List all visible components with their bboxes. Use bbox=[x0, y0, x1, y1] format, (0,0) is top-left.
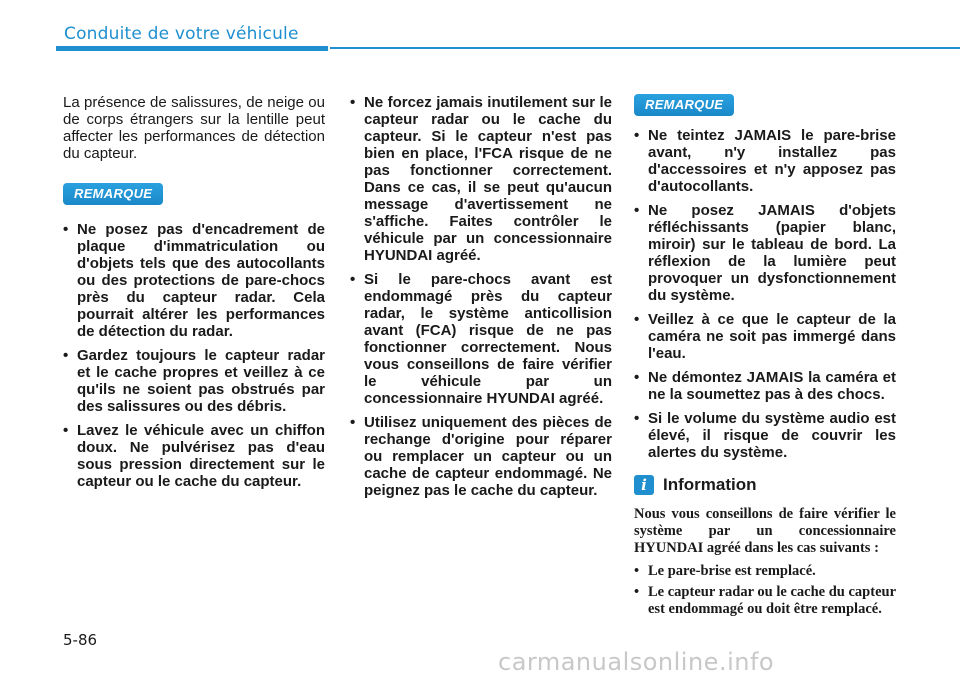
section-title: Conduite de votre véhicule bbox=[64, 24, 299, 44]
column-right bbox=[634, 94, 896, 622]
column-middle bbox=[350, 94, 612, 506]
list-item: • Gardez toujours le capteur radar et le cache propres et veillez à ce qu'ils ne soient pas obstrués par des salissures ou des débris. bbox=[63, 347, 325, 415]
header-rule-thick bbox=[56, 46, 328, 51]
list-item: • Utilisez uniquement des pièces de rechange d'origine pour réparer ou remplacer un capteur ou un cache de capteur endommagé. Ne peignez pas le cache du capteur. bbox=[350, 414, 612, 499]
information-header bbox=[634, 475, 896, 495]
information-list bbox=[634, 563, 896, 618]
list-item: • Le capteur radar ou le cache du capteur est endommagé ou doit être remplacé. bbox=[634, 584, 896, 618]
remarque-list bbox=[63, 221, 325, 490]
list-item: • Le pare-brise est remplacé. bbox=[634, 563, 896, 580]
list-item: • Ne posez pas d'encadrement de plaque d'immatriculation ou d'objets tels que des autocollants ou des protections de pare-chocs près du capteur radar. Cela pourrait altérer les performances de détection du radar. bbox=[63, 221, 325, 340]
watermark: carmanualsonline.info bbox=[498, 648, 775, 676]
intro-paragraph: La présence de salissures, de neige ou de corps étrangers sur la lentille peut affecter les performances de détection du capteur. bbox=[63, 94, 325, 162]
camera-remarque-list bbox=[634, 127, 896, 461]
information-text: Nous vous conseillons de faire vérifier le système par un concessionnaire HYUNDAI agréé dans les cas suivants : bbox=[634, 506, 896, 556]
info-icon: i bbox=[634, 475, 654, 495]
list-item: • Si le pare-chocs avant est endommagé près du capteur radar, le système anticollision avant (FCA) risque de ne pas fonctionner correctement. Nous vous conseillons de faire vérifier le véhicule par un concessionnaire HYUNDAI agréé. bbox=[350, 271, 612, 407]
page-number: 5-86 bbox=[63, 631, 98, 649]
remarque-badge: REMARQUE bbox=[634, 94, 734, 116]
list-item: • Ne démontez JAMAIS la caméra et ne la soumettez pas à des chocs. bbox=[634, 369, 896, 403]
list-item: • Ne teintez JAMAIS le pare-brise avant, n'y installez pas d'accessoires et n'y apposez pas d'autocollants. bbox=[634, 127, 896, 195]
list-item: • Lavez le véhicule avec un chiffon doux. Ne pulvérisez pas d'eau sous pression directement sur le capteur ou le cache du capteur. bbox=[63, 422, 325, 490]
list-item: • Ne forcez jamais inutilement sur le capteur radar ou le cache du capteur. Si le capteur n'est pas bien en place, l'FCA risque de ne pas fonctionner correctement. Dans ce cas, il se peut qu'aucun message d'avertissement ne s'affiche. Faites contrôler le véhicule par un concessionnaire HYUNDAI agréé. bbox=[350, 94, 612, 264]
information-title: Information bbox=[663, 475, 757, 494]
remarque-badge: REMARQUE bbox=[63, 183, 163, 205]
list-item: • Veillez à ce que le capteur de la caméra ne soit pas immergé dans l'eau. bbox=[634, 311, 896, 362]
list-item: • Si le volume du système audio est élevé, il risque de couvrir les alertes du système. bbox=[634, 410, 896, 461]
list-item: • Ne posez JAMAIS d'objets réfléchissants (papier blanc, miroir) sur le tableau de bord. La réflexion de la lumière peut provoquer un dysfonctionnement du système. bbox=[634, 202, 896, 304]
column-left bbox=[63, 94, 325, 497]
header-rule-thin bbox=[330, 47, 960, 49]
caution-list bbox=[350, 94, 612, 499]
